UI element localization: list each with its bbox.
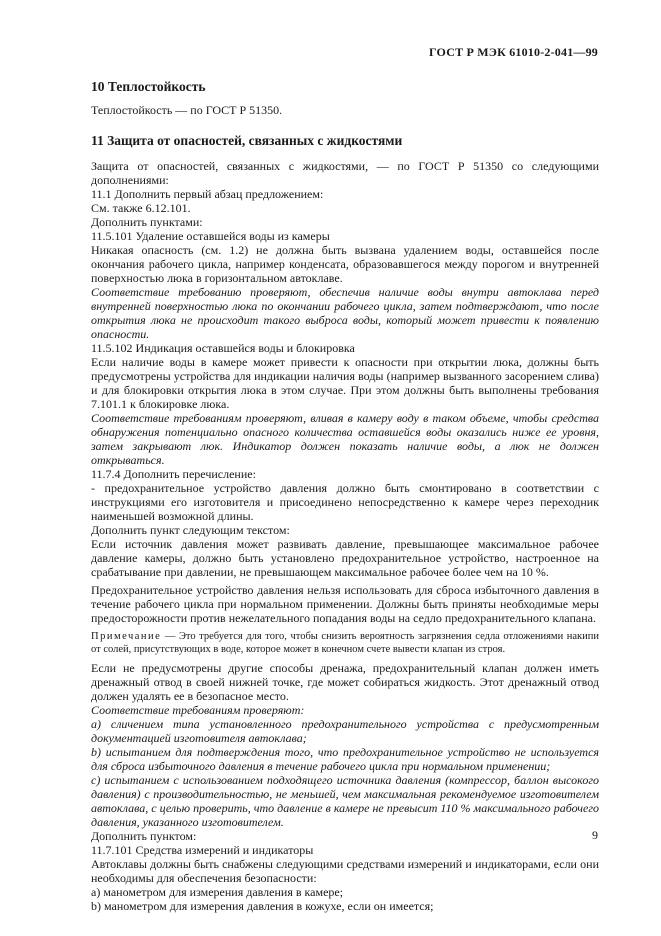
see-also: См. также 6.12.101. xyxy=(91,201,191,215)
section-10-title: 10 Теплостойкость xyxy=(91,79,206,94)
standard-code-header: ГОСТ Р МЭК 61010-2-041—99 xyxy=(429,45,598,59)
clause-11-7-4-item: - предохранительное устройство давления должно быть смонтировано в соответствии с инструкциями его изготовителя и присоединено непосредственно к камере через переходник наименьшей возможной длины. xyxy=(91,481,599,523)
clause-11-5-101-text: Никакая опасность (см. 1.2) не должна быть вызвана удалением воды, оставшейся после окончания рабочего цикла, например конденсата, образовавшегося между порогом и внутренней поверхностью люка в горизонтальном автоклаве. xyxy=(91,243,599,285)
section-10-text: Теплостойкость — по ГОСТ Р 51350. xyxy=(91,103,283,117)
section-11-title: 11 Защита от опасностей, связанных с жидкостями xyxy=(91,133,403,148)
add-clause: Дополнить пунктом: xyxy=(91,829,197,843)
add-text: Дополнить пункт следующим текстом: xyxy=(91,523,290,537)
clause-11-5-101-title: 11.5.101 Удаление оставшейся воды из камеры xyxy=(91,229,330,243)
pressure-source-text: Если источник давления может развивать давление, превышающее максимальное рабочее давление камеры, должно быть установлено предохранительное устройство, настроенное на срабатывание при давлении, не превышающем максимальное рабочее более чем на 10 %. xyxy=(91,537,599,579)
clause-11-5-102-text: Если наличие воды в камере может привести к опасности при открытии люка, должны быть предусмотрены устройства для индикации наличия воды (например вызванного засорением слива) и для блокировки открытия люка в этом случае. При этом должны быть выполнены требования 7.101.1 к блокировке люка. xyxy=(91,355,599,411)
clause-11-1: 11.1 Дополнить первый абзац предложением: xyxy=(91,187,324,201)
clause-11-5-102-compliance: Соответствие требованиям проверяют, вливая в камеру воду в таком объеме, чтобы средства обнаружения потенциально опасного количества оставшейся воды оказались ниже ее уровня, затем закрывают люк. Индикатор должен показать наличие воды, а люк не должен открываться. xyxy=(91,411,599,467)
clause-11-5-101-compliance: Соответствие требованию проверяют, обеспечив наличие воды внутри автоклава перед внутренней поверхностью люка по окончании рабочего цикла, затем подтверждают, что после открытия люка не происходит такого выброса воды, который может привести к появлению опасности. xyxy=(91,285,599,341)
clause-11-7-101-title: 11.7.101 Средства измерений и индикаторы xyxy=(91,843,314,857)
check-item-c: c) испытанием с использованием подходящего источника давления (компрессор, баллон высокого давления) с производительностью, не меньшей, чем максимальная рекомендуемое изготовителем автоклава, с целью проверить, что давление в камере не превысит 110 % максимального рабочего давления, указанного изготовителем. xyxy=(91,773,599,829)
gauge-item-b: b) манометром для измерения давления в кожухе, если он имеется; xyxy=(91,899,434,913)
compliance-check: Соответствие требованиям проверяют: xyxy=(91,703,305,717)
note-text: — Это требуется для того, чтобы снизить вероятность загрязнения седла отложениями накипи от солей, присутствующих в воде, которое может в конечном счете вывести клапан из строя. xyxy=(91,631,599,655)
clause-11-5-102-title: 11.5.102 Индикация оставшейся воды и блокировка xyxy=(91,341,355,355)
intro-paragraph: Защита от опасностей, связанных с жидкостями, — по ГОСТ Р 51350 со следующими дополнениями: xyxy=(91,159,599,187)
drain-text: Если не предусмотрены другие способы дренажа, предохранительный клапан должен иметь дренажный отвод в своей нижней точке, где может собираться жидкость. Этот дренажный отвод должен удалять ее в безопасное место. xyxy=(91,661,599,703)
relief-device-text: Предохранительное устройство давления нельзя использовать для сброса избыточного давления в течение рабочего цикла при нормальном применении. Должны быть приняты необходимые меры предосторожности против нежелательного попадания воды на седло предохранительного клапана. xyxy=(91,583,599,625)
clause-11-7-4-title: 11.7.4 Дополнить перечисление: xyxy=(91,467,256,481)
note xyxy=(91,630,599,656)
note-label: Примечание xyxy=(91,631,162,642)
add-clauses: Дополнить пунктами: xyxy=(91,215,203,229)
gauge-item-a: a) манометром для измерения давления в камере; xyxy=(91,885,344,899)
check-item-a: a) сличением типа установленного предохранительного устройства с предусмотренным документацией изготовителя автоклава; xyxy=(91,717,599,745)
check-item-b: b) испытанием для подтверждения того, что предохранительное устройство не используется для сброса избыточного давления в течение рабочего цикла при нормальном применении; xyxy=(91,745,599,773)
page-content xyxy=(91,79,599,913)
clause-11-7-101-text: Автоклавы должны быть снабжены следующими средствами измерений и индикаторами, если они необходимы для обеспечения безопасности: xyxy=(91,857,599,885)
page-number: 9 xyxy=(592,828,598,842)
